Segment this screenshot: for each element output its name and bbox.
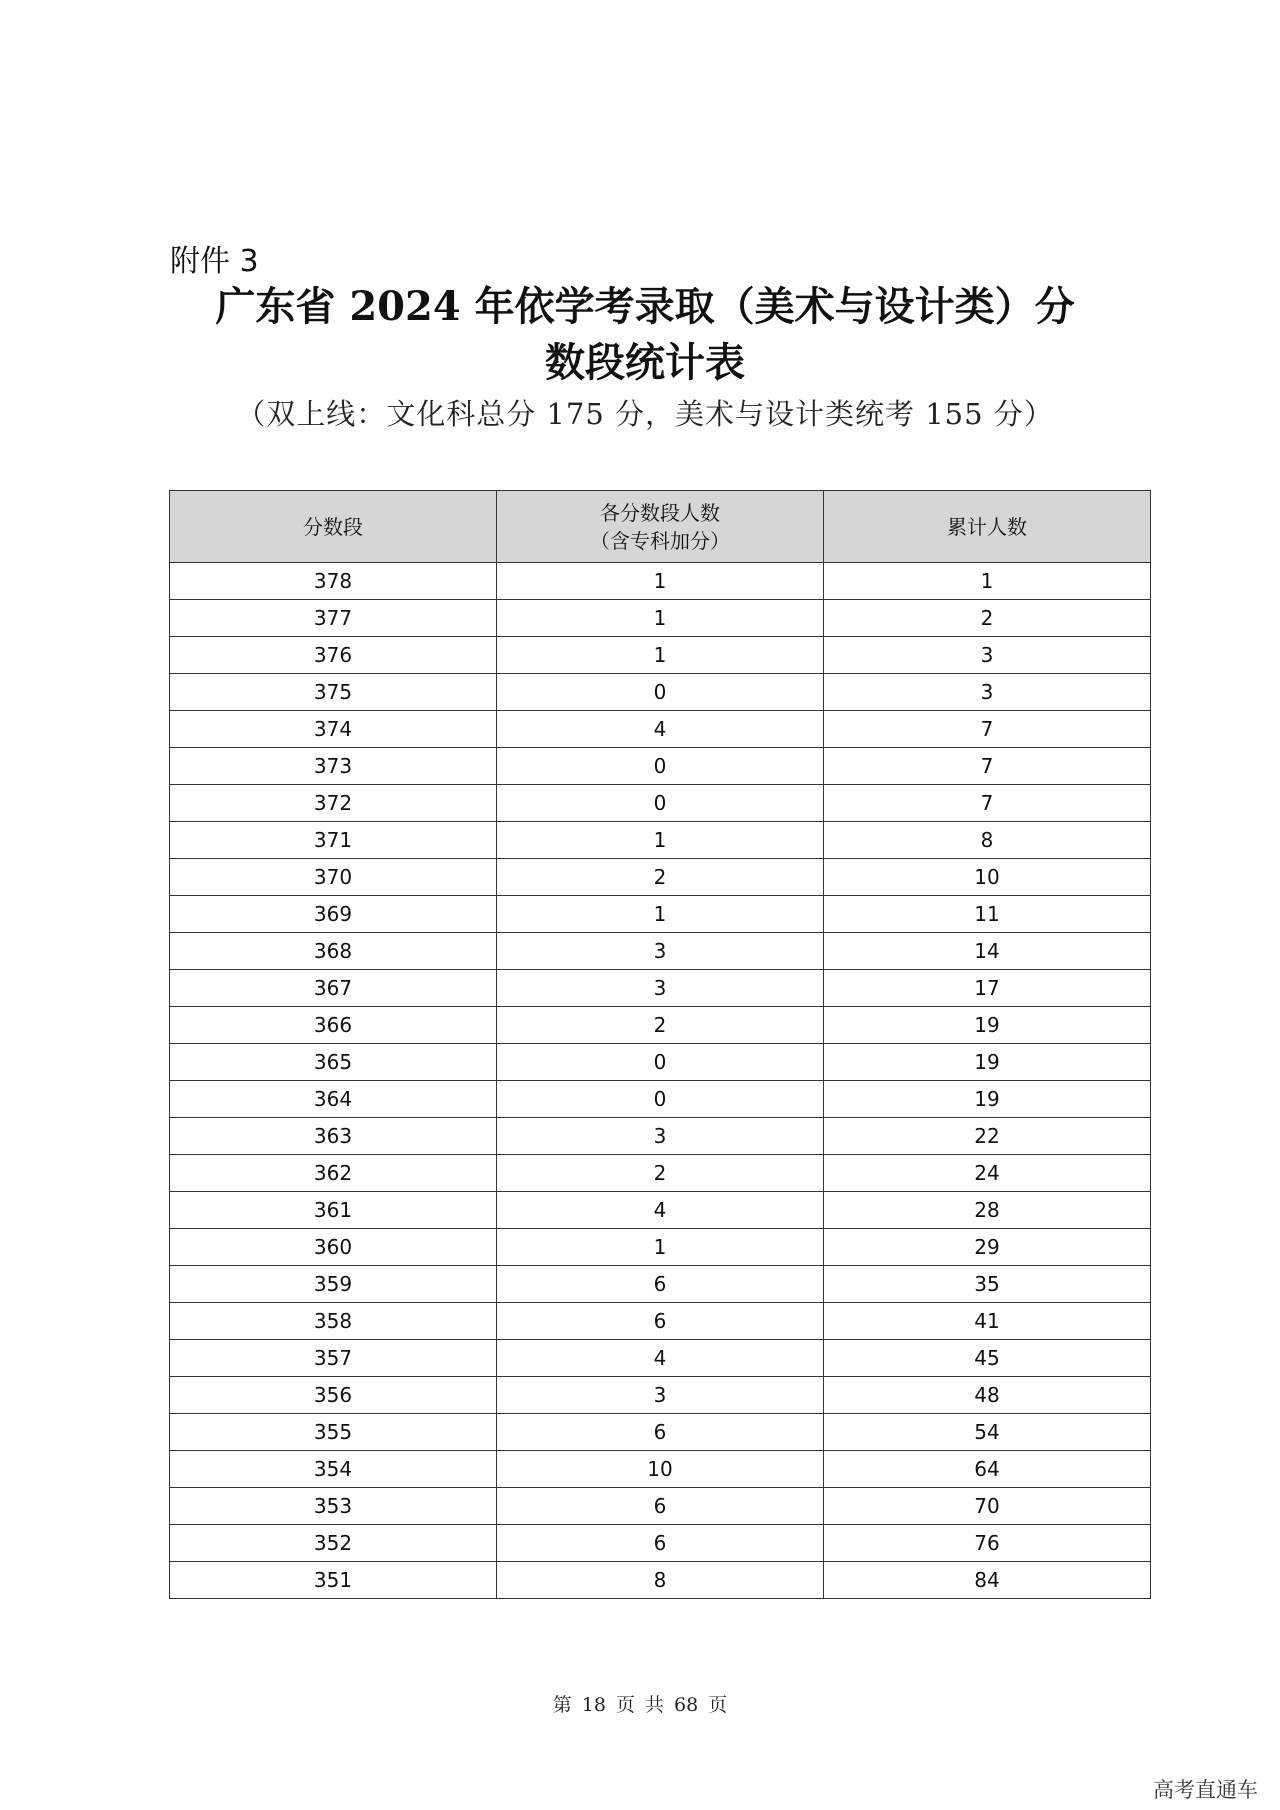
score-cell: 367	[170, 970, 497, 1007]
score-cell: 361	[170, 1192, 497, 1229]
count-cell: 1	[497, 896, 824, 933]
cumulative-cell: 29	[824, 1229, 1151, 1266]
table-body	[170, 563, 1151, 1599]
table-row	[170, 859, 1151, 896]
score-cell: 372	[170, 785, 497, 822]
cumulative-cell: 19	[824, 1081, 1151, 1118]
score-cell: 368	[170, 933, 497, 970]
table-row	[170, 1562, 1151, 1599]
table-row	[170, 748, 1151, 785]
table-row	[170, 1192, 1151, 1229]
score-cell: 370	[170, 859, 497, 896]
table-row	[170, 1044, 1151, 1081]
count-cell: 3	[497, 1118, 824, 1155]
cumulative-cell: 3	[824, 674, 1151, 711]
cumulative-cell: 24	[824, 1155, 1151, 1192]
cumulative-cell: 14	[824, 933, 1151, 970]
count-cell: 6	[497, 1303, 824, 1340]
cumulative-cell: 19	[824, 1007, 1151, 1044]
cumulative-cell: 35	[824, 1266, 1151, 1303]
cumulative-cell: 41	[824, 1303, 1151, 1340]
score-cell: 377	[170, 600, 497, 637]
score-cell: 362	[170, 1155, 497, 1192]
cumulative-cell: 19	[824, 1044, 1151, 1081]
cumulative-cell: 3	[824, 637, 1151, 674]
header-cumulative	[824, 491, 1151, 563]
score-cell: 356	[170, 1377, 497, 1414]
count-cell: 6	[497, 1488, 824, 1525]
count-cell: 2	[497, 1007, 824, 1044]
score-cell: 364	[170, 1081, 497, 1118]
page-subtitle: （双上线：文化科总分 175 分，美术与设计类统考 155 分）	[236, 397, 1054, 431]
score-cell: 375	[170, 674, 497, 711]
score-cell: 357	[170, 1340, 497, 1377]
cumulative-cell: 7	[824, 748, 1151, 785]
header-count-line1: 各分数段人数	[600, 500, 720, 525]
cumulative-cell: 76	[824, 1525, 1151, 1562]
table-row	[170, 1414, 1151, 1451]
cumulative-cell: 7	[824, 711, 1151, 748]
score-cell: 374	[170, 711, 497, 748]
count-cell: 0	[497, 1081, 824, 1118]
table-row	[170, 711, 1151, 748]
count-cell: 1	[497, 563, 824, 600]
count-cell: 1	[497, 637, 824, 674]
score-cell: 353	[170, 1488, 497, 1525]
count-cell: 6	[497, 1525, 824, 1562]
table-row	[170, 1229, 1151, 1266]
count-cell: 4	[497, 711, 824, 748]
header-score-label: 分数段	[303, 514, 363, 539]
table-row	[170, 1118, 1151, 1155]
count-cell: 0	[497, 1044, 824, 1081]
score-cell: 358	[170, 1303, 497, 1340]
score-cell: 378	[170, 563, 497, 600]
score-cell: 359	[170, 1266, 497, 1303]
score-cell: 366	[170, 1007, 497, 1044]
page-title-line-2: 数段统计表	[545, 339, 745, 386]
count-cell: 2	[497, 1155, 824, 1192]
cumulative-cell: 17	[824, 970, 1151, 1007]
score-distribution-table	[169, 490, 1151, 1599]
table-row	[170, 1377, 1151, 1414]
score-cell: 360	[170, 1229, 497, 1266]
score-cell: 369	[170, 896, 497, 933]
score-cell: 365	[170, 1044, 497, 1081]
table-row	[170, 1266, 1151, 1303]
table-header-row	[170, 491, 1151, 563]
score-cell: 371	[170, 822, 497, 859]
count-cell: 2	[497, 859, 824, 896]
score-cell: 354	[170, 1451, 497, 1488]
cumulative-cell: 1	[824, 563, 1151, 600]
table-row	[170, 1488, 1151, 1525]
cumulative-cell: 22	[824, 1118, 1151, 1155]
score-cell: 376	[170, 637, 497, 674]
table-row	[170, 785, 1151, 822]
cumulative-cell: 7	[824, 785, 1151, 822]
count-cell: 6	[497, 1414, 824, 1451]
table-row	[170, 1155, 1151, 1192]
table-row	[170, 970, 1151, 1007]
header-count	[497, 491, 824, 563]
cumulative-cell: 48	[824, 1377, 1151, 1414]
count-cell: 6	[497, 1266, 824, 1303]
count-cell: 1	[497, 600, 824, 637]
header-score	[170, 491, 497, 563]
table-row	[170, 1525, 1151, 1562]
cumulative-cell: 8	[824, 822, 1151, 859]
cumulative-cell: 64	[824, 1451, 1151, 1488]
table-row	[170, 637, 1151, 674]
score-cell: 352	[170, 1525, 497, 1562]
table-row	[170, 933, 1151, 970]
count-cell: 4	[497, 1192, 824, 1229]
count-cell: 3	[497, 933, 824, 970]
header-cumulative-label: 累计人数	[947, 514, 1027, 539]
page-title-line-1: 广东省 2024 年依学考录取（美术与设计类）分	[215, 283, 1075, 330]
count-cell: 0	[497, 785, 824, 822]
table-row	[170, 1451, 1151, 1488]
cumulative-cell: 45	[824, 1340, 1151, 1377]
table-row	[170, 674, 1151, 711]
cumulative-cell: 11	[824, 896, 1151, 933]
count-cell: 8	[497, 1562, 824, 1599]
count-cell: 3	[497, 970, 824, 1007]
cumulative-cell: 28	[824, 1192, 1151, 1229]
table-row	[170, 563, 1151, 600]
cumulative-cell: 10	[824, 859, 1151, 896]
score-cell: 373	[170, 748, 497, 785]
cumulative-cell: 2	[824, 600, 1151, 637]
count-cell: 10	[497, 1451, 824, 1488]
cumulative-cell: 70	[824, 1488, 1151, 1525]
watermark: 高考直通车	[1153, 1778, 1258, 1802]
table-row	[170, 1303, 1151, 1340]
table-row	[170, 822, 1151, 859]
count-cell: 0	[497, 674, 824, 711]
table-row	[170, 600, 1151, 637]
table-row	[170, 1081, 1151, 1118]
score-cell: 351	[170, 1562, 497, 1599]
table-row	[170, 1340, 1151, 1377]
table-row	[170, 1007, 1151, 1044]
count-cell: 0	[497, 748, 824, 785]
count-cell: 4	[497, 1340, 824, 1377]
attachment-label: 附件 3	[170, 244, 259, 279]
table-row	[170, 896, 1151, 933]
header-count-line2: （含专科加分）	[590, 528, 730, 553]
cumulative-cell: 54	[824, 1414, 1151, 1451]
score-cell: 363	[170, 1118, 497, 1155]
score-cell: 355	[170, 1414, 497, 1451]
count-cell: 3	[497, 1377, 824, 1414]
count-cell: 1	[497, 822, 824, 859]
cumulative-cell: 84	[824, 1562, 1151, 1599]
count-cell: 1	[497, 1229, 824, 1266]
page-number-footer: 第 18 页 共 68 页	[552, 1694, 728, 1716]
